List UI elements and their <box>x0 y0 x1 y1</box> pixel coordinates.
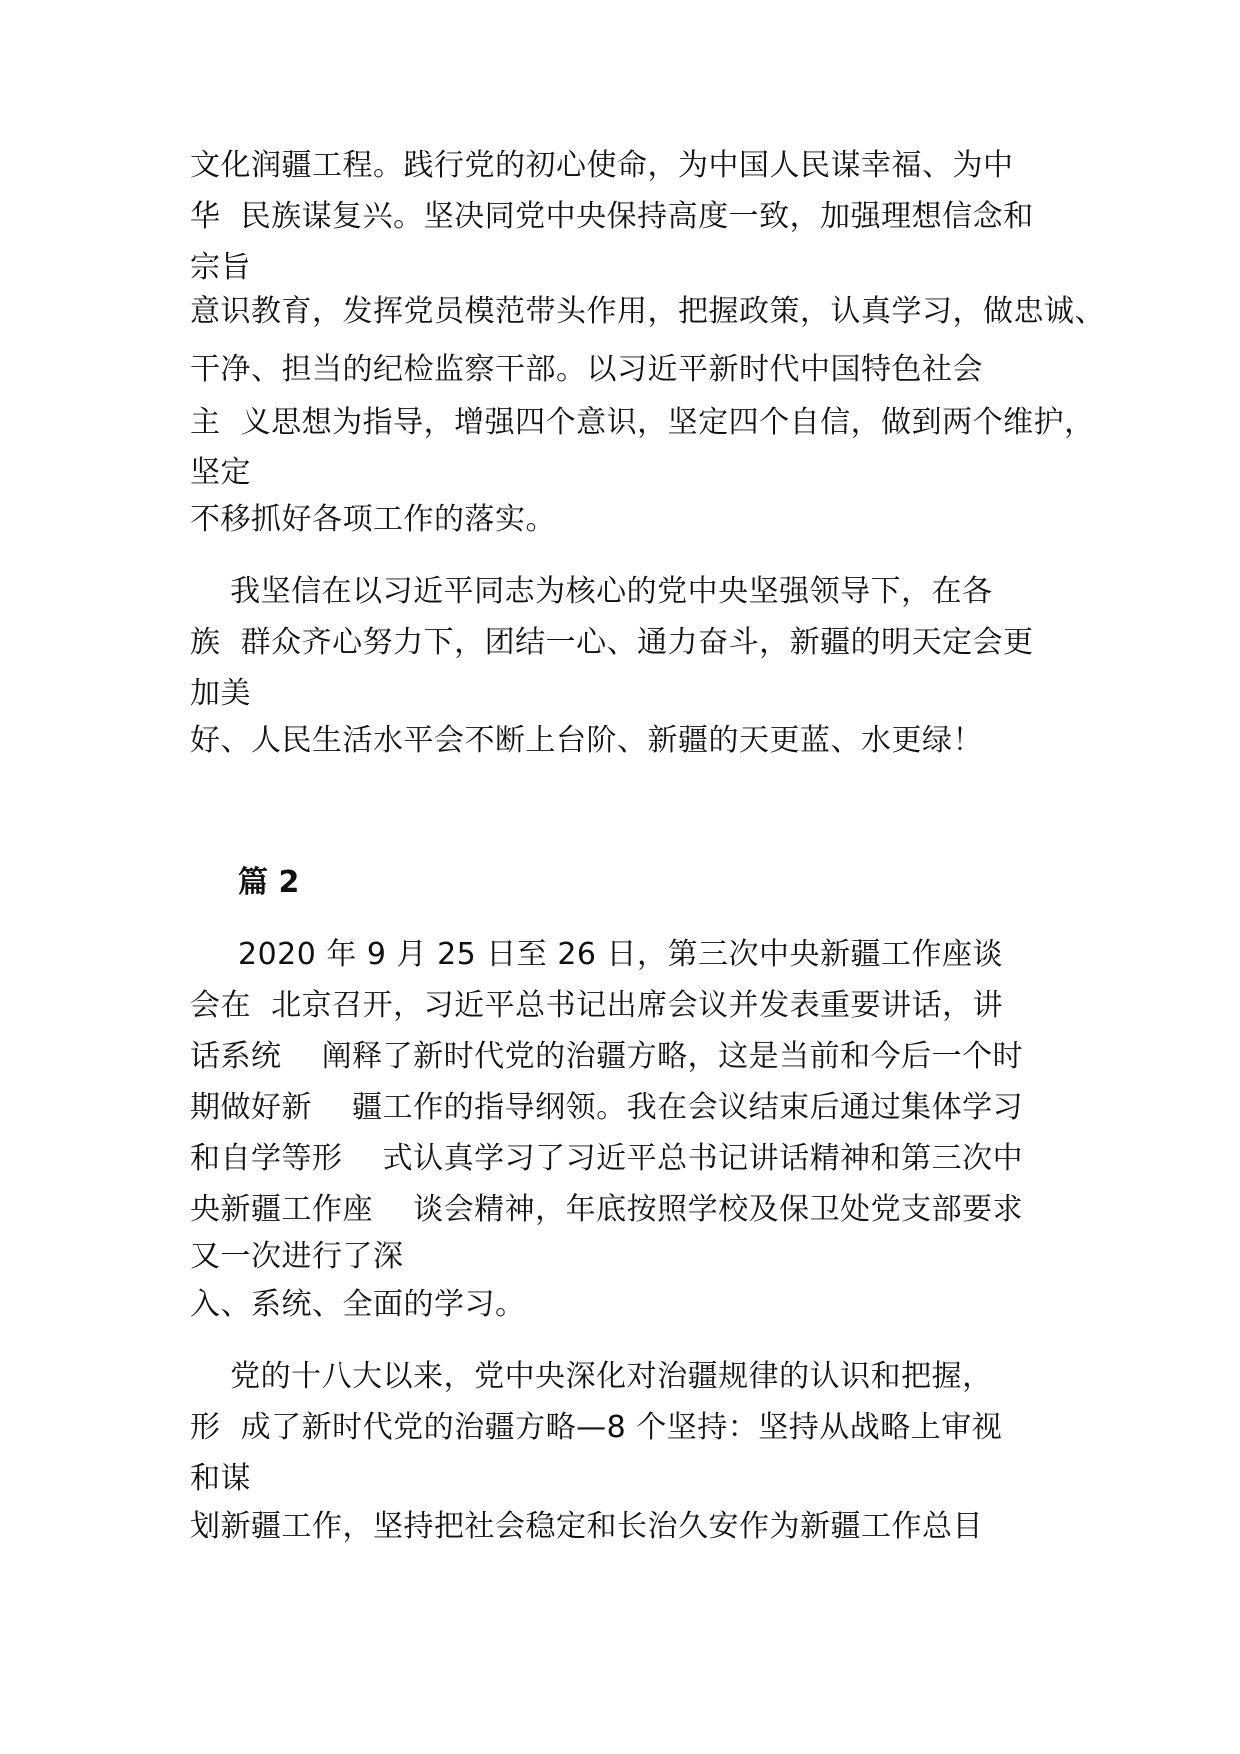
text-line: 意识教育，发挥党员模范带头作用，把握政策，认真学习，做忠诚、 <box>190 294 1105 329</box>
text-line: 划新疆工作，坚持把社会稳定和长治久安作为新疆工作总目 <box>190 1509 983 1544</box>
text-line: 好、人民生活水平会不断上台阶、新疆的天更蓝、水更绿！ <box>190 723 983 758</box>
text-line: 不移抓好各项工作的落实。 <box>190 502 556 537</box>
text-line: 会在 北京召开，习近平总书记出席会议并发表重要讲话，讲 <box>190 988 1004 1023</box>
text-line: 形 成了新时代党的治疆方略—8 个坚持：坚持从战略上审视 <box>190 1410 1003 1445</box>
text-line: 2020 年 9 月 25 日至 26 日，第三次中央新疆工作座谈 <box>238 937 1004 972</box>
text-line: 和自学等形 式认真学习了习近平总书记讲话精神和第三次中 <box>190 1141 1024 1176</box>
text-line: 话系统 阐释了新时代党的治疆方略，这是当前和今后一个时 <box>190 1039 1024 1074</box>
text-line: 主 义思想为指导，增强四个意识，坚定四个自信，做到两个维护， <box>190 405 1095 440</box>
text-line: 我坚信在以习近平同志为核心的党中央坚强领导下，在各 <box>190 574 993 609</box>
text-line: 坚定 <box>190 455 251 490</box>
text-line: 宗旨 <box>190 250 251 285</box>
section-heading: 篇 2 <box>238 865 300 900</box>
text-line: 入、系统、全面的学习。 <box>190 1287 526 1322</box>
text-line: 干净、担当的纪检监察干部。以习近平新时代中国特色社会 <box>190 352 983 387</box>
text-line: 党的十八大以来，党中央深化对治疆规律的认识和把握， <box>190 1359 993 1394</box>
text-line: 文化润疆工程。践行党的初心使命，为中国人民谋幸福、为中 <box>190 148 1014 183</box>
text-line: 期做好新 疆工作的指导纲领。我在会议结束后通过集体学习 <box>190 1090 1024 1125</box>
text-line: 华 民族谋复兴。坚决同党中央保持高度一致，加强理想信念和 <box>190 199 1034 234</box>
text-line: 族 群众齐心努力下，团结一心、通力奋斗，新疆的明天定会更 <box>190 625 1034 660</box>
text-line: 又一次进行了深 <box>190 1239 404 1274</box>
text-line: 央新疆工作座 谈会精神，年底按照学校及保卫处党支部要求 <box>190 1192 1024 1227</box>
text-line: 加美 <box>190 676 251 711</box>
text-line: 和谋 <box>190 1461 251 1496</box>
